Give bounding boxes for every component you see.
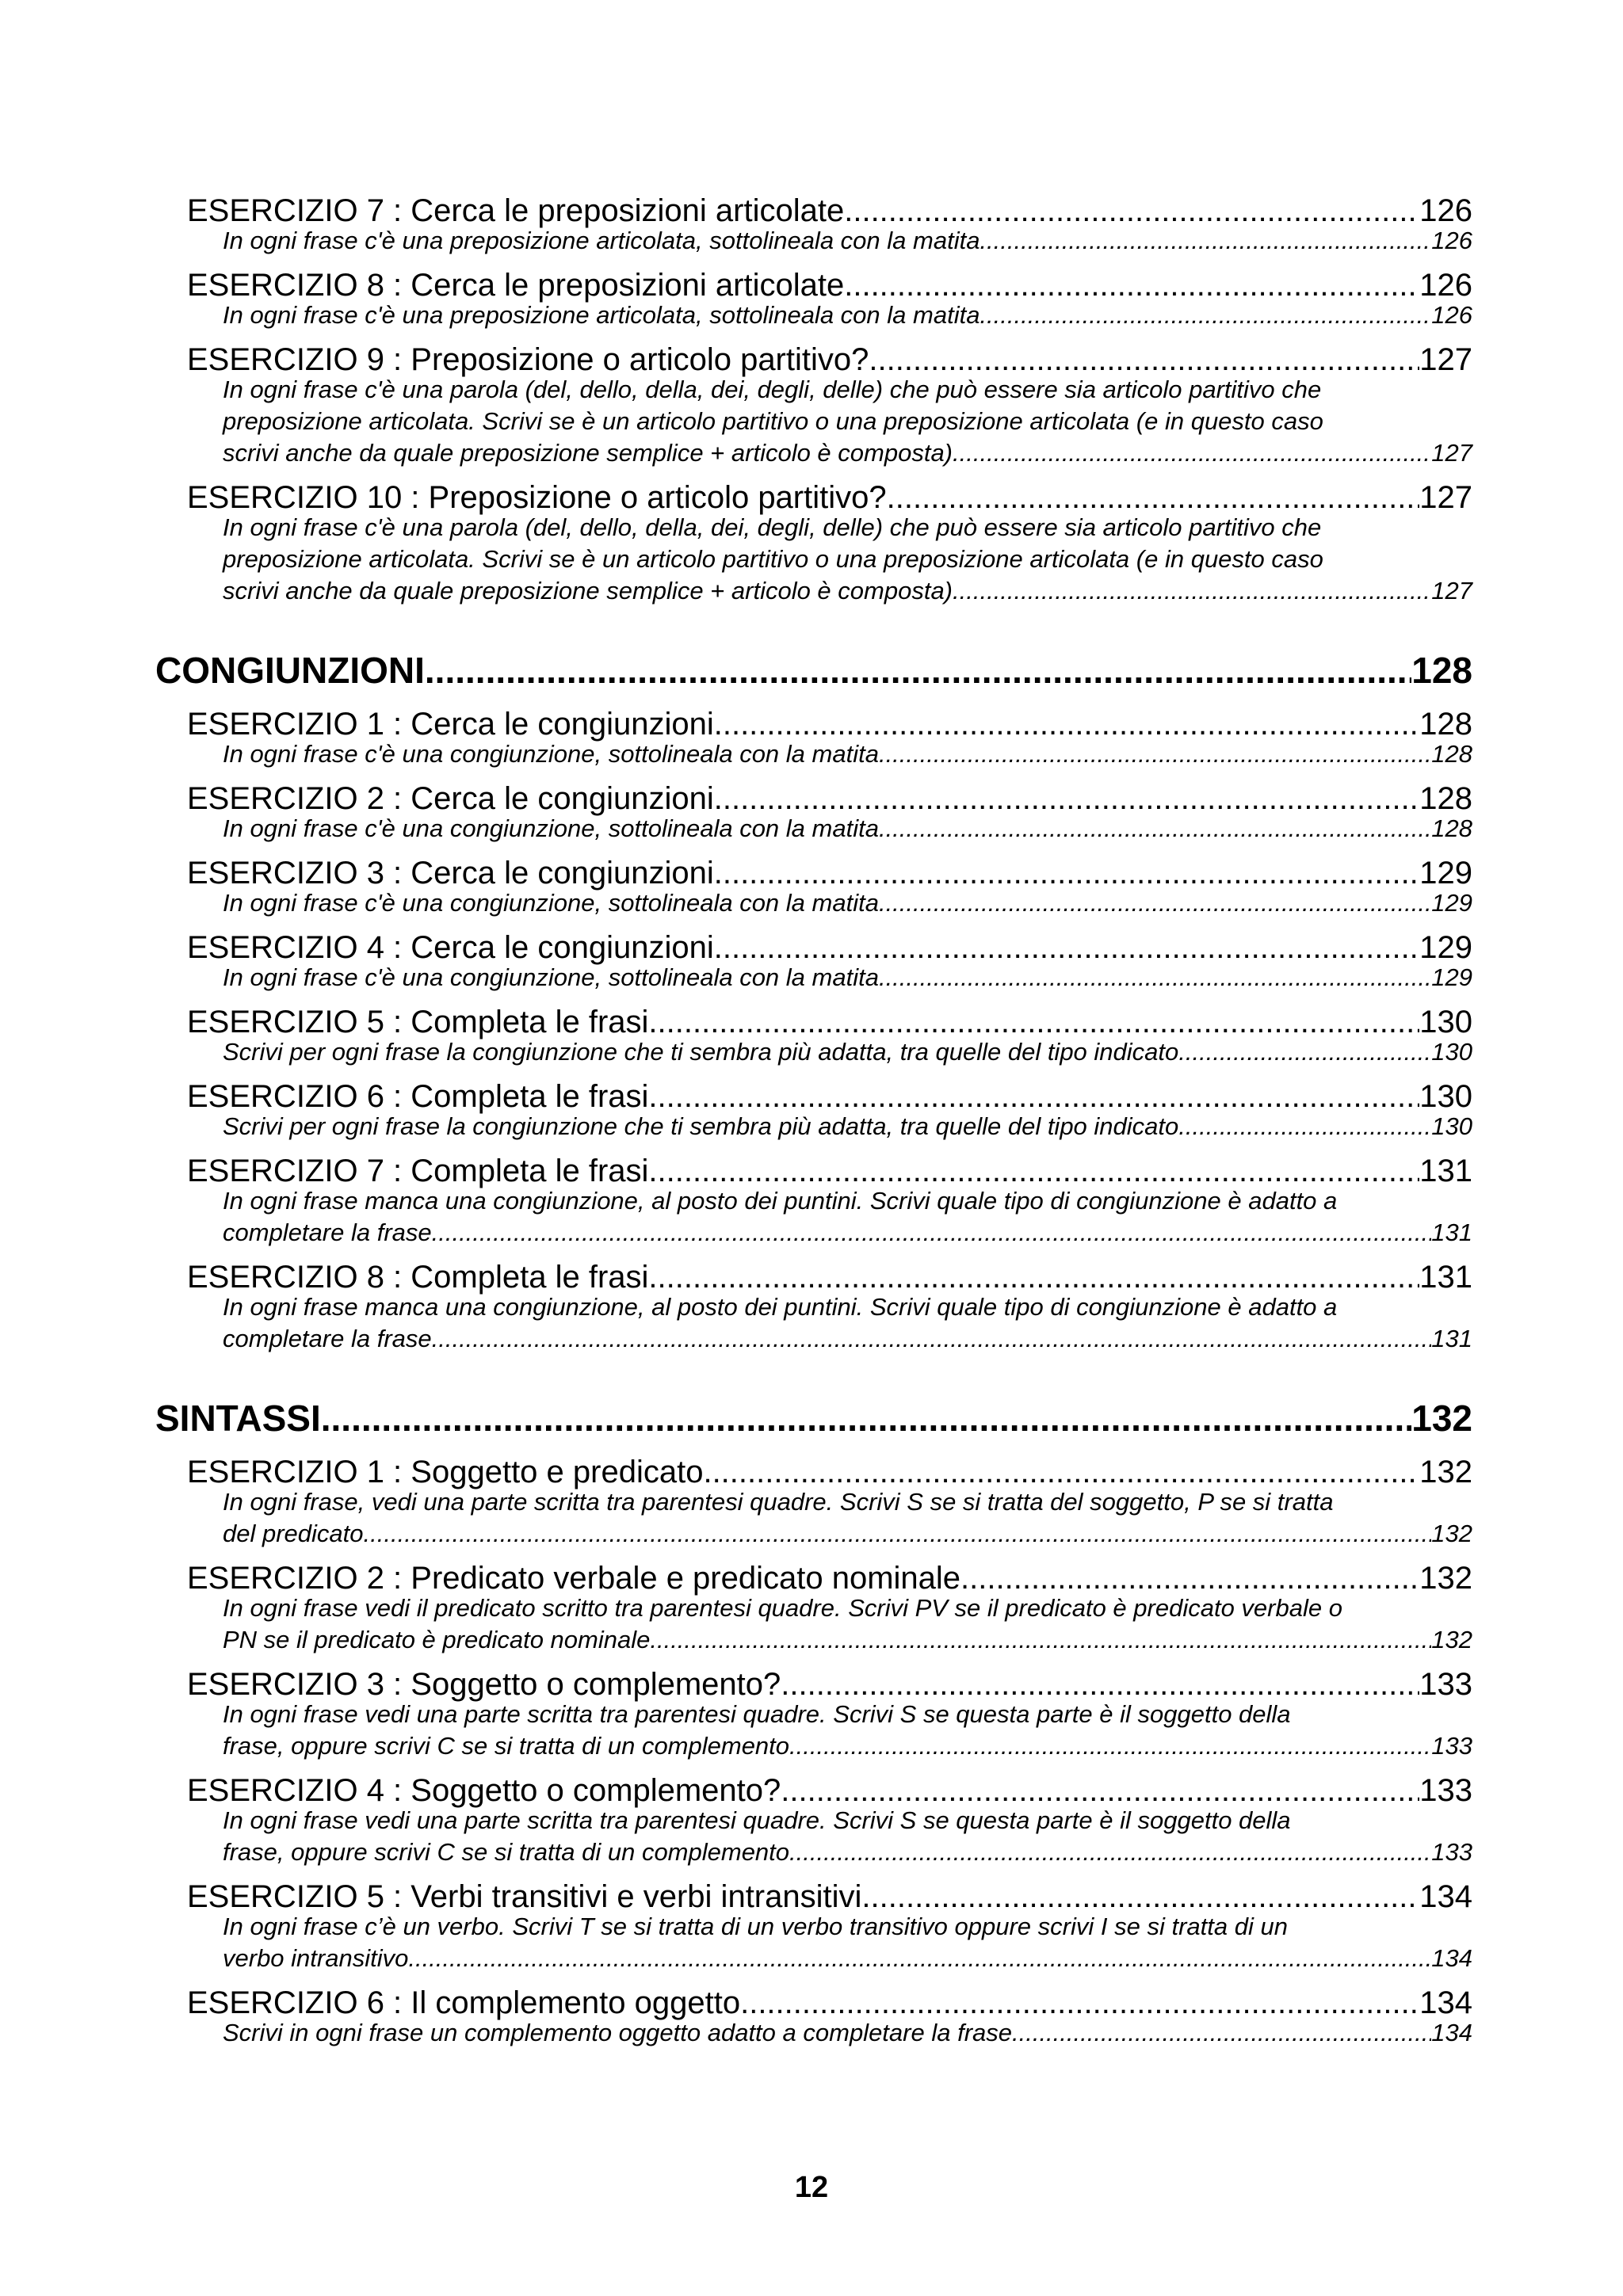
description-text: In ogni frase manca una congiunzione, al posto dei puntini. Scrivi quale tipo di congiunzione è adatto a bbox=[223, 1187, 1338, 1215]
description-text: In ogni frase c'è una congiunzione, sottolineala con la matita. bbox=[223, 814, 886, 842]
description-line bbox=[223, 1486, 1472, 1518]
toc-entry[interactable] bbox=[187, 1878, 1472, 1916]
dot-leader bbox=[886, 887, 1432, 919]
exercise-title: ESERCIZIO 2 : Cerca le congiunzioni. bbox=[187, 781, 723, 816]
exercise-description bbox=[223, 962, 1472, 994]
description-page-number: 130 bbox=[1431, 1112, 1472, 1140]
exercise-title: ESERCIZIO 5 : Verbi transitivi e verbi intransitivi. bbox=[187, 1879, 871, 1914]
exercise-description bbox=[223, 1486, 1472, 1550]
dot-leader bbox=[960, 437, 1432, 469]
exercise-page-number: 128 bbox=[1419, 781, 1472, 816]
description-text: In ogni frase vedi una parte scritta tra parentesi quadre. Scrivi S se questa parte è il soggetto della bbox=[223, 1700, 1291, 1728]
description-line bbox=[223, 1323, 1472, 1355]
description-page-number: 131 bbox=[1431, 1219, 1472, 1246]
dot-leader bbox=[658, 1152, 1420, 1190]
description-line bbox=[223, 1805, 1472, 1836]
dot-leader bbox=[1019, 2017, 1432, 2049]
dot-leader bbox=[425, 650, 1411, 691]
dot-leader bbox=[658, 1258, 1420, 1296]
exercise-description bbox=[223, 887, 1472, 919]
exercise-title: ESERCIZIO 4 : Soggetto o complemento? bbox=[187, 1773, 781, 1808]
dot-leader bbox=[886, 813, 1432, 845]
description-text: preposizione articolata. Scrivi se è un articolo partitivo o una preposizione articolata (e in questo caso bbox=[223, 545, 1323, 573]
exercise-page-number: 133 bbox=[1419, 1773, 1472, 1808]
exercise-title: ESERCIZIO 2 : Predicato verbale e predicato nominale. bbox=[187, 1561, 970, 1596]
description-line bbox=[223, 1291, 1472, 1323]
dot-leader bbox=[658, 1003, 1420, 1041]
dot-leader bbox=[887, 479, 1420, 517]
exercise-title: ESERCIZIO 6 : Completa le frasi. bbox=[187, 1079, 658, 1114]
exercise-description bbox=[223, 374, 1472, 469]
description-page-number: 128 bbox=[1431, 814, 1472, 842]
description-line bbox=[223, 1699, 1472, 1730]
description-line bbox=[223, 299, 1472, 331]
description-text: In ogni frase c'è una congiunzione, sottolineala con la matita. bbox=[223, 889, 886, 917]
page-number: 12 bbox=[794, 2171, 829, 2204]
description-line bbox=[223, 1730, 1472, 1762]
dot-leader bbox=[960, 575, 1432, 607]
toc-entry[interactable] bbox=[187, 1003, 1472, 1041]
description-page-number: 129 bbox=[1431, 889, 1472, 917]
exercise-title: ESERCIZIO 5 : Completa le frasi. bbox=[187, 1005, 658, 1039]
description-line bbox=[223, 374, 1472, 406]
description-text: Scrivi per ogni frase la congiunzione che ti sembra più adatta, tra quelle del tipo indicato. bbox=[223, 1112, 1186, 1140]
description-text: frase, oppure scrivi C se si tratta di un complemento. bbox=[223, 1838, 796, 1866]
description-line bbox=[223, 887, 1472, 919]
description-text: In ogni frase c'è una preposizione articolata, sottolineala con la matita. bbox=[223, 227, 987, 254]
dot-leader bbox=[886, 738, 1432, 770]
section-heading[interactable] bbox=[155, 650, 1472, 691]
dot-leader bbox=[886, 962, 1432, 994]
description-line bbox=[223, 512, 1472, 543]
toc-entry[interactable] bbox=[187, 341, 1472, 379]
dot-leader bbox=[869, 341, 1419, 379]
description-text: completare la frase. bbox=[223, 1219, 439, 1246]
description-text: preposizione articolata. Scrivi se è un articolo partitivo o una preposizione articolata (e in questo caso bbox=[223, 407, 1323, 435]
description-text: del predicato. bbox=[223, 1520, 371, 1547]
exercise-title: ESERCIZIO 6 : Il complemento oggetto. bbox=[187, 1985, 750, 2020]
dot-leader bbox=[1186, 1036, 1431, 1068]
description-line bbox=[223, 2017, 1472, 2049]
toc-entry[interactable] bbox=[187, 1077, 1472, 1116]
exercise-page-number: 131 bbox=[1419, 1260, 1472, 1295]
description-line bbox=[223, 1911, 1472, 1943]
exercise-description bbox=[223, 1805, 1472, 1868]
section-title: SINTASSI bbox=[155, 1398, 321, 1439]
dot-leader bbox=[987, 225, 1431, 257]
dot-leader bbox=[749, 1984, 1419, 2022]
description-line bbox=[223, 1943, 1472, 1974]
description-page-number: 127 bbox=[1431, 577, 1472, 605]
toc-entry[interactable] bbox=[187, 1772, 1472, 1810]
exercise-description bbox=[223, 1592, 1472, 1656]
description-page-number: 131 bbox=[1431, 1325, 1472, 1352]
description-line bbox=[223, 1185, 1472, 1217]
description-line bbox=[223, 1217, 1472, 1249]
description-line bbox=[223, 1518, 1472, 1550]
description-text: In ogni frase c'è una congiunzione, sottolineala con la matita. bbox=[223, 740, 886, 768]
exercise-title: ESERCIZIO 3 : Cerca le congiunzioni. bbox=[187, 856, 723, 891]
description-text: In ogni frase c'è una congiunzione, sottolineala con la matita. bbox=[223, 963, 886, 991]
section-heading[interactable] bbox=[155, 1398, 1472, 1439]
toc-entry[interactable] bbox=[187, 854, 1472, 892]
exercise-page-number: 130 bbox=[1419, 1005, 1472, 1039]
dot-leader bbox=[871, 1878, 1420, 1916]
description-page-number: 134 bbox=[1431, 1944, 1472, 1972]
description-page-number: 133 bbox=[1431, 1732, 1472, 1760]
exercise-title: ESERCIZIO 3 : Soggetto o complemento? bbox=[187, 1667, 781, 1702]
description-text: In ogni frase vedi il predicato scritto tra parentesi quadre. Scrivi PV se il predicato è predicato verbale o bbox=[223, 1594, 1342, 1622]
exercise-description bbox=[223, 512, 1472, 607]
description-line bbox=[223, 543, 1472, 575]
description-line bbox=[223, 813, 1472, 845]
exercise-title: ESERCIZIO 7 : Completa le frasi. bbox=[187, 1154, 658, 1188]
description-page-number: 133 bbox=[1431, 1838, 1472, 1866]
exercise-page-number: 133 bbox=[1419, 1667, 1472, 1702]
toc-entry[interactable] bbox=[187, 929, 1472, 967]
exercise-title: ESERCIZIO 8 : Cerca le preposizioni articolate. bbox=[187, 268, 854, 303]
description-text: verbo intransitivo. bbox=[223, 1944, 415, 1972]
exercise-title: ESERCIZIO 4 : Cerca le congiunzioni. bbox=[187, 930, 723, 965]
description-text: In ogni frase c'è una parola (del, dello, della, dei, degli, delle) che può essere sia articolo partitivo che bbox=[223, 513, 1322, 541]
dot-leader bbox=[438, 1323, 1431, 1355]
description-page-number: 132 bbox=[1431, 1520, 1472, 1547]
description-text: scrivi anche da quale preposizione semplice + articolo è composta). bbox=[223, 439, 960, 467]
exercise-page-number: 134 bbox=[1419, 1985, 1472, 2020]
exercise-page-number: 129 bbox=[1419, 856, 1472, 891]
exercise-title: ESERCIZIO 7 : Cerca le preposizioni articolate. bbox=[187, 193, 854, 228]
description-text: Scrivi in ogni frase un complemento oggetto adatto a completare la frase. bbox=[223, 2019, 1019, 2046]
description-line bbox=[223, 738, 1472, 770]
toc-entry[interactable] bbox=[187, 705, 1472, 743]
exercise-title: ESERCIZIO 1 : Cerca le congiunzioni. bbox=[187, 707, 723, 742]
section-page-number: 132 bbox=[1411, 1398, 1472, 1439]
exercise-page-number: 130 bbox=[1419, 1079, 1472, 1114]
exercise-description bbox=[223, 299, 1472, 331]
dot-leader bbox=[657, 1624, 1431, 1656]
dot-leader bbox=[438, 1217, 1431, 1249]
exercise-description bbox=[223, 1111, 1472, 1142]
description-text: In ogni frase vedi una parte scritta tra parentesi quadre. Scrivi S se questa parte è il soggetto della bbox=[223, 1806, 1291, 1834]
exercise-page-number: 129 bbox=[1419, 930, 1472, 965]
toc-entry[interactable] bbox=[187, 780, 1472, 818]
description-line bbox=[223, 962, 1472, 994]
toc-entry[interactable] bbox=[187, 1258, 1472, 1296]
description-line bbox=[223, 1111, 1472, 1142]
exercise-page-number: 132 bbox=[1419, 1455, 1472, 1489]
dot-leader bbox=[796, 1730, 1432, 1762]
exercise-description bbox=[223, 1911, 1472, 1974]
description-page-number: 129 bbox=[1431, 963, 1472, 991]
description-text: In ogni frase, vedi una parte scritta tra parentesi quadre. Scrivi S se si tratta del soggetto, P se si tratta bbox=[223, 1488, 1334, 1516]
section-title: CONGIUNZIONI bbox=[155, 650, 425, 691]
description-text: In ogni frase c'è una preposizione articolata, sottolineala con la matita. bbox=[223, 301, 987, 329]
exercise-description bbox=[223, 738, 1472, 770]
exercise-description bbox=[223, 1036, 1472, 1068]
exercise-title: ESERCIZIO 9 : Preposizione o articolo partitivo? bbox=[187, 342, 869, 377]
exercise-title: ESERCIZIO 1 : Soggetto e predicato. bbox=[187, 1455, 712, 1489]
dot-leader bbox=[723, 705, 1419, 743]
dot-leader bbox=[796, 1836, 1432, 1868]
description-line bbox=[223, 437, 1472, 469]
exercise-page-number: 127 bbox=[1419, 342, 1472, 377]
toc-entry[interactable] bbox=[187, 1665, 1472, 1703]
exercise-page-number: 131 bbox=[1419, 1154, 1472, 1188]
exercise-page-number: 127 bbox=[1419, 480, 1472, 515]
dot-leader bbox=[658, 1077, 1420, 1116]
dot-leader bbox=[321, 1398, 1412, 1439]
description-page-number: 132 bbox=[1431, 1626, 1472, 1653]
exercise-page-number: 132 bbox=[1419, 1561, 1472, 1596]
exercise-description bbox=[223, 1699, 1472, 1762]
dot-leader bbox=[370, 1518, 1431, 1550]
description-page-number: 130 bbox=[1431, 1038, 1472, 1066]
toc-entry[interactable] bbox=[187, 1152, 1472, 1190]
description-page-number: 126 bbox=[1431, 227, 1472, 254]
dot-leader bbox=[723, 929, 1419, 967]
exercise-description bbox=[223, 1291, 1472, 1355]
description-text: completare la frase. bbox=[223, 1325, 439, 1352]
dot-leader bbox=[415, 1943, 1431, 1974]
toc-entry[interactable] bbox=[187, 266, 1472, 304]
toc-entry[interactable] bbox=[187, 1453, 1472, 1491]
dot-leader bbox=[987, 299, 1431, 331]
description-text: frase, oppure scrivi C se si tratta di un complemento. bbox=[223, 1732, 796, 1760]
dot-leader bbox=[781, 1665, 1419, 1703]
exercise-page-number: 126 bbox=[1419, 193, 1472, 228]
description-page-number: 127 bbox=[1431, 439, 1472, 467]
description-line bbox=[223, 225, 1472, 257]
exercise-title: ESERCIZIO 8 : Completa le frasi. bbox=[187, 1260, 658, 1295]
exercise-description bbox=[223, 225, 1472, 257]
dot-leader bbox=[712, 1453, 1420, 1491]
dot-leader bbox=[853, 266, 1419, 304]
dot-leader bbox=[1186, 1111, 1431, 1142]
dot-leader bbox=[723, 780, 1419, 818]
description-text: In ogni frase c'è una parola (del, dello, della, dei, degli, delle) che può essere sia articolo partitivo che bbox=[223, 376, 1322, 403]
dot-leader bbox=[723, 854, 1419, 892]
description-text: scrivi anche da quale preposizione semplice + articolo è composta). bbox=[223, 577, 960, 605]
dot-leader bbox=[781, 1772, 1419, 1810]
exercise-title: ESERCIZIO 10 : Preposizione o articolo partitivo? bbox=[187, 480, 887, 515]
description-text: PN se il predicato è predicato nominale. bbox=[223, 1626, 657, 1653]
description-line bbox=[223, 406, 1472, 437]
toc-entry[interactable] bbox=[187, 1559, 1472, 1597]
toc-entry[interactable] bbox=[187, 479, 1472, 517]
exercise-description bbox=[223, 2017, 1472, 2049]
description-line bbox=[223, 1836, 1472, 1868]
toc-entry[interactable] bbox=[187, 192, 1472, 230]
toc-entry[interactable] bbox=[187, 1984, 1472, 2022]
description-line bbox=[223, 1036, 1472, 1068]
description-text: Scrivi per ogni frase la congiunzione che ti sembra più adatta, tra quelle del tipo indicato. bbox=[223, 1038, 1186, 1066]
exercise-page-number: 126 bbox=[1419, 268, 1472, 303]
description-text: In ogni frase c’è un verbo. Scrivi T se si tratta di un verbo transitivo oppure scrivi I se si tratta di un bbox=[223, 1913, 1288, 1940]
exercise-description bbox=[223, 813, 1472, 845]
exercise-page-number: 128 bbox=[1419, 707, 1472, 742]
dot-leader bbox=[853, 192, 1419, 230]
description-page-number: 126 bbox=[1431, 301, 1472, 329]
description-line bbox=[223, 1624, 1472, 1656]
description-page-number: 128 bbox=[1431, 740, 1472, 768]
exercise-page-number: 134 bbox=[1419, 1879, 1472, 1914]
description-line bbox=[223, 1592, 1472, 1624]
section-page-number: 128 bbox=[1411, 650, 1472, 691]
exercise-description bbox=[223, 1185, 1472, 1249]
description-line bbox=[223, 575, 1472, 607]
dot-leader bbox=[969, 1559, 1419, 1597]
description-text: In ogni frase manca una congiunzione, al posto dei puntini. Scrivi quale tipo di congiunzione è adatto a bbox=[223, 1293, 1338, 1321]
description-page-number: 134 bbox=[1431, 2019, 1472, 2046]
